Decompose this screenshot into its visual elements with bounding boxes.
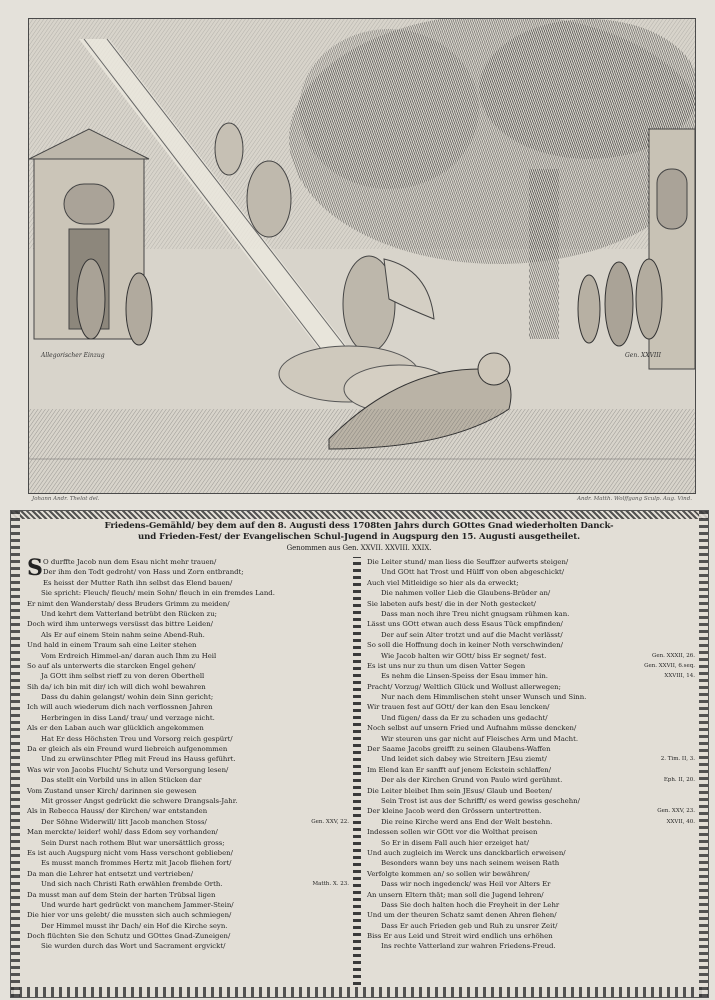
poem-line-text: Als er den Laban auch war glücklich angekommen: [27, 724, 204, 733]
poem-line: [367, 838, 695, 848]
poem-line-text: Und GOtt hat Trost und Hülff von oben abgeschickt/: [381, 568, 565, 577]
poem-line: [367, 671, 695, 681]
poem-line-text: Auch viel Mitleidige so hier als da erweckt;: [367, 578, 519, 587]
poem-line: [27, 682, 349, 692]
ornament-border-top: [11, 511, 708, 519]
poem-line-text: Mit grosser Angst gedrückt die schwere Drangsals-Jahr.: [41, 796, 238, 805]
poem-line: [27, 806, 349, 816]
poem-line: [27, 661, 349, 671]
poem-line: [27, 765, 349, 775]
poem-line-text: Die reine Kirche werd ans End der Welt bestehn.: [381, 817, 553, 826]
poem-line: [27, 910, 349, 920]
poem-line-text: Und auch zugleich im Werck uns danckbarlich erweisen/: [367, 848, 566, 857]
engraving-plate: [28, 18, 696, 494]
poem-line-text: Besonders wann bey uns nach seinem weisen Rath: [381, 859, 560, 868]
poem-line: [367, 879, 695, 889]
poem-line-text: Er nimt den Wanderstab/ dess Bruders Grimm zu meiden/: [27, 599, 230, 608]
poem-line: [367, 599, 695, 609]
poem-line-text: Im Elend kan Er sanfft auf jenem Eckstein schlaffen/: [367, 765, 552, 774]
poem-line-text: Biss Er aus Leid und Streit wird endlich uns erhöhen: [367, 932, 553, 941]
poem-line-text: Das stellt ein Vorbild uns in allen Stücken dar: [41, 776, 202, 785]
poem-line: [367, 630, 695, 640]
poem-line-text: Da man die Lehrer hat entsetzt und vertrieben/: [27, 869, 194, 878]
poem-line: [367, 900, 695, 910]
poem-line: [27, 900, 349, 910]
poem-column-right: [367, 557, 695, 952]
scripture-reference: Gen. XXV, 23.: [657, 808, 695, 815]
poem-line-text: Vom Erdreich Himmel-an/ daran auch Ihm zu Heil: [41, 651, 217, 660]
poem-line-text: Dass Sie doch halten hoch die Freyheit in der Lehr: [381, 900, 560, 909]
poem-line: [367, 890, 695, 900]
poem-line: [27, 578, 349, 588]
poem-line-text: Und wurde hart gedrückt von manchem Jammer-Stein/: [41, 900, 234, 909]
poem-line-text: Wir trauen fest auf GOtt/ der kan den Esau lencken/: [367, 703, 550, 712]
poem-line-text: Da musst man auf dem Stein der harten Trübsal ligen: [27, 890, 216, 899]
poem-line-text: An unsern Eltern thät; man soll die Jugend lehren/: [367, 890, 544, 899]
poem-line: [27, 827, 349, 837]
poem-line: [27, 941, 349, 951]
poem-line-text: Man merckte/ leider! wohl/ dass Edom sey vorhanden/: [27, 828, 218, 837]
poem-line-text: Und fügen/ dass da Er zu schaden uns gedacht/: [381, 713, 548, 722]
designer-signature: Johann Andr. Thelot del.: [32, 496, 100, 502]
ornament-border-left: [11, 511, 20, 997]
poem-line-text: Ja GOtt ihm selbst rieff zu von deren Oberthell: [41, 672, 205, 681]
drop-capital: S: [27, 555, 43, 581]
poem-line-text: Die Leiter stund/ man liess die Seuffzer aufwerts steigen/: [367, 558, 569, 566]
title-line-3: Genommen aus Gen. XXVII. XXVIII. XXIX.: [286, 544, 432, 552]
poem-line: [367, 806, 695, 816]
poem-line-text: Sie wurden durch das Wort und Sacrament ergvickt/: [41, 942, 226, 951]
poem-title: [29, 521, 689, 554]
poem-line: [27, 921, 349, 931]
poem-line: [27, 786, 349, 796]
poem-line: [27, 858, 349, 868]
poem-line: [367, 775, 695, 785]
poem-line: [367, 734, 695, 744]
plate-caption-left: Allegorischer Einzug: [41, 352, 105, 359]
poem-line-text: Dass du dahin gelangst/ wohin dein Sinn gericht;: [41, 693, 214, 702]
poem-line-text: Herbringen in diss Land/ trau/ und verzage nicht.: [41, 713, 215, 722]
poem-line: [367, 754, 695, 764]
poem-line-text: Pracht/ Vorzug/ Weltlich Glück und Wollust allerwegen;: [367, 682, 561, 691]
plate-caption-right: Gen. XXVIII: [625, 352, 662, 359]
poem-line: [367, 744, 695, 754]
poem-line-text: Der Saame Jacobs greifft zu seinen Glaubens-Waffen: [367, 745, 551, 754]
poem-line-text: Ins rechte Vatterland zur wahren Friedens-Freud.: [381, 942, 556, 951]
text-frame: [10, 510, 709, 998]
poem-line-text: Und um der theuren Schatz samt denen Ahren flehen/: [367, 911, 557, 920]
poem-line-text: Als in Rebecca Hauss/ der Kirchen/ war entstanden: [27, 807, 208, 816]
poem-line: [367, 869, 695, 879]
engraving-illustration: [29, 19, 695, 493]
poem-line: [27, 931, 349, 941]
scripture-reference: 2. Tim. II, 3.: [660, 756, 695, 763]
poem-line-text: So Er in disem Fall auch hier erzeiget hat/: [381, 838, 529, 847]
poem-line: [27, 838, 349, 848]
poem-line-text: Indessen sollen wir GOtt vor die Wolthat preisen: [367, 828, 538, 837]
title-line-2: und Frieden-Fest/ der Evangelischen Schul-Jugend in Augspurg den 15. Augusti ausgetheilet.: [138, 532, 580, 542]
poem-line: [27, 879, 349, 889]
poem-line-text: Der kleine Jacob werd den Grössern untertretten.: [367, 807, 542, 816]
poem-line: [367, 796, 695, 806]
poem-line: [367, 619, 695, 629]
poem-line: [27, 848, 349, 858]
poem-line: [27, 619, 349, 629]
poem-line: [27, 651, 349, 661]
poem-line: [367, 931, 695, 941]
poem-line-text: Sein Trost ist aus der Schrifft/ es werd gewiss geschehn/: [381, 796, 580, 805]
poem-line: [27, 588, 349, 598]
column-divider: [353, 557, 361, 985]
poem-line: [367, 921, 695, 931]
poem-line: [367, 567, 695, 577]
poem-line: [27, 640, 349, 650]
poem-line: [367, 858, 695, 868]
poem-line-text: Hat Er dess Höchsten Treu und Vorsorg reich gespürt/: [41, 734, 233, 743]
poem-line: [27, 671, 349, 681]
poem-line-text: Und leidet sich dabey wie Streitern JEsu ziemt/: [381, 755, 547, 764]
poem-line: [367, 827, 695, 837]
poem-line-text: Vom Zustand unser Kirch/ darinnen sie gewesen: [27, 786, 197, 795]
poem-line-text: Es musst manch frommes Hertz mit Jacob fliehen fort/: [41, 859, 232, 868]
poem-line: [27, 599, 349, 609]
poem-line-text: Der Himmel musst ihr Dach/ ein Hof die Kirche seyn.: [41, 921, 228, 930]
scripture-reference: XXVII, 40.: [666, 818, 695, 825]
poem-line: [367, 682, 695, 692]
poem-line: [367, 765, 695, 775]
poem-line: [27, 692, 349, 702]
poem-line-text: Verfolgte kommen an/ so sollen wir bewähren/: [367, 869, 530, 878]
poem-line-text: So auf als unterwerts die starcken Engel gehen/: [27, 661, 196, 670]
poem-line-text: Dass Er auch Frieden geb und Ruh zu unsrer Zeit/: [381, 921, 558, 930]
poem-line-text: Da er gleich als ein Freund wurd liebreich aufgenommen: [27, 745, 228, 754]
poem-line: [367, 588, 695, 598]
poem-line-text: Sie spricht: Fleuch/ fleuch/ mein Sohn/ fleuch in ein fremdes Land.: [41, 589, 275, 598]
poem-line: [27, 713, 349, 723]
poem-line: [367, 557, 695, 567]
poem-line-text: Und hald in einem Traum sah eine Leiter stehen: [27, 641, 197, 650]
poem-line: [367, 640, 695, 650]
poem-line-text: Doch wird ihm unterwegs versüsst das bittre Leiden/: [27, 620, 213, 629]
poem-line: [367, 723, 695, 733]
poem-line-text: Der ihm den Todt gedroht/ von Hass und Zorn entbrandt;: [43, 568, 244, 577]
poem-line: [27, 567, 349, 577]
poem-line: [367, 692, 695, 702]
poem-line-text: Die hier vor uns gelebt/ die mussten sich auch schmiegen/: [27, 911, 232, 920]
poem-line-text: Dass wir noch ingedenck/ was Heil vor Alters Er: [381, 880, 551, 889]
ornament-border-bottom: [11, 987, 708, 997]
poem-line-text: Es nehm die Linsen-Speiss der Esau immer hin.: [381, 672, 548, 681]
poem-line-text: Dass man noch ihre Treu nicht gnugsam rühmen kan.: [381, 609, 570, 618]
poem-line: [367, 661, 695, 671]
poem-line: [367, 848, 695, 858]
poem-line-text: Es heisst der Mutter Rath ihn selbst das Elend bauen/: [43, 578, 233, 587]
poem-line-text: Als Er auf einem Stein nahm seine Abend-Ruh.: [41, 630, 205, 639]
poem-line: [367, 786, 695, 796]
poem-line-text: Sein Durst nach rothem Blut war unersättlich gross;: [41, 838, 225, 847]
poem-line: [27, 754, 349, 764]
poem-line: [27, 630, 349, 640]
poem-line: [367, 651, 695, 661]
poem-line: [27, 609, 349, 619]
poem-line-text: Die nahmen voller Lieb die Glaubens-Brüder an/: [381, 589, 551, 598]
poem-line-text: Lässt uns GOtt etwan auch dess Esaus Tück empfinden/: [367, 620, 563, 629]
poem-line-text: Und zu erwünschter Pfleg mit Freud ins Hauss geführt.: [41, 755, 236, 764]
poem-line-text: Es ist uns nur zu thun um disen Vatter Segen: [367, 661, 526, 670]
poem-line: [27, 796, 349, 806]
poem-line-text: Sih da/ ich bin mit dir/ ich will dich wohl bewahren: [27, 682, 206, 691]
poem-line: [27, 775, 349, 785]
poem-line: [367, 702, 695, 712]
poem-line-text: Sie labeten aufs best/ die in der Noth gestecket/: [367, 599, 536, 608]
poem-line: [367, 910, 695, 920]
scripture-reference: Matth. X. 23.: [312, 881, 349, 888]
scripture-reference: Gen. XXXII, 26.: [651, 652, 695, 659]
poem-line: [367, 713, 695, 723]
title-line-1: Friedens-Gemähld/ bey dem auf den 8. Augusti dess 1708ten Jahrs durch GOttes Gnad wiederholten Danck-: [104, 521, 614, 531]
poem-line: [27, 869, 349, 879]
poem-line-text: O durffte Jacob nun dem Esau nicht mehr trauen/: [43, 558, 217, 566]
scripture-reference: Eph. II, 20.: [663, 777, 695, 784]
poem-line-text: Wie Jacob halten wir GOtt/ biss Er segnet/ fest.: [381, 651, 547, 660]
poem-line: [367, 609, 695, 619]
poem-line-text: Was wir von Jacobs Flucht/ Schutz und Versorgung lesen/: [27, 765, 229, 774]
engraver-credits: [30, 494, 694, 506]
poem-line-text: Der auf sein Alter trotzt und auf die Macht verlässt/: [381, 630, 563, 639]
poem-line: [27, 890, 349, 900]
poem-line: [27, 723, 349, 733]
ornament-border-right: [699, 511, 708, 997]
poem-line-text: Der als der Kirchen Grund von Paulo wird gerühmt.: [381, 776, 563, 785]
poem-line: [367, 941, 695, 951]
poem-line: [27, 702, 349, 712]
poem-line: [27, 557, 349, 567]
poem-line-text: Die Leiter bleibet Ihm sein JEsus/ Glaub und Beeten/: [367, 786, 552, 795]
poem-column-left: [27, 557, 349, 952]
poem-line: [367, 817, 695, 827]
poem-line: [27, 817, 349, 827]
poem-line: [367, 578, 695, 588]
engraver-signature: Andr. Matth. Wolffgang Sculp. Aug. Vind.: [577, 496, 692, 502]
poem-line: [27, 744, 349, 754]
scripture-reference: Gen. XXV, 22.: [311, 818, 349, 825]
poem-line-text: Und sich nach Christi Rath erwählen frembde Orth.: [41, 880, 223, 889]
poem-line-text: Noch selbst auf unsern Fried und Aufnahm müsse dencken/: [367, 724, 577, 733]
poem-line-text: Doch flüchten Sie den Schutz und GOttes Gnad-Zuneigen/: [27, 932, 231, 941]
poem-line-text: Der Söhne Widerwill/ litt Jacob manchen Stoss/: [41, 817, 207, 826]
poem-line-text: Es ist auch Augspurg nicht vom Hass verschont geblieben/: [27, 848, 233, 857]
poem-line-text: Wir steuren uns gar nicht auf Fleisches Arm und Macht.: [381, 734, 579, 743]
poem-line: [27, 734, 349, 744]
scripture-reference: Gen. XXVII, 6.seq.: [644, 662, 695, 669]
poem-line-text: Und kehrt dem Vatterland betrübt den Rücken zu;: [41, 609, 217, 618]
poem-line-text: Ich will auch wiederum dich nach verflossnen Jahren: [27, 703, 213, 712]
poem-line-text: Nur nach dem Himmlischen steht unser Wunsch und Sinn.: [381, 693, 587, 702]
poem-line-text: So soll die Hoffnung doch in keiner Noth verschwinden/: [367, 641, 563, 650]
scripture-reference: XXVIII, 14.: [664, 673, 695, 680]
